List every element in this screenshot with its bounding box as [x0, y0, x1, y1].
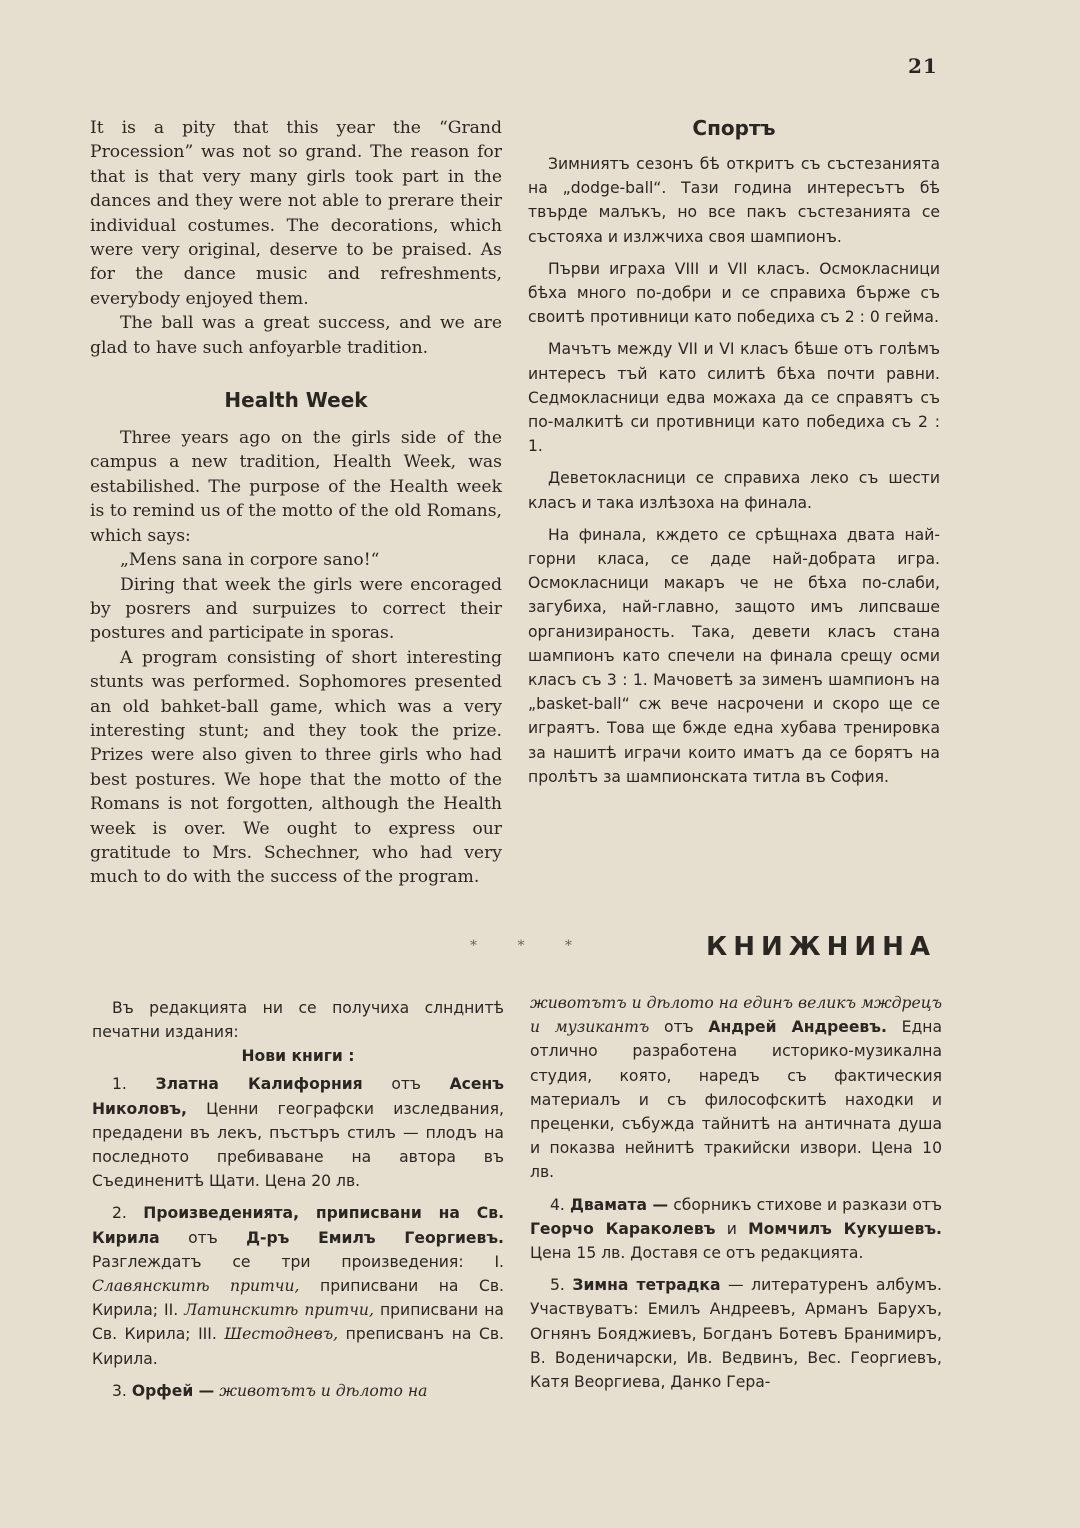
- section-separator: * * *: [470, 938, 590, 954]
- sport-title: Спортъ: [692, 116, 776, 140]
- health-motto-quote: „Mens sana in corpore sano!“: [120, 550, 380, 571]
- sport-paragraph-5: На финала, кждето се срѣщнаха двата най-горни класа, се даде най-добрата игра. Осмокласници макаръ че не бѣха по-слаби, загубиха, най-главно, защото имъ липсваше организираность. Така, девети класъ стана шампионъ като спечели на финала срещу осми класъ съ 3 : 1. Мачоветѣ за зименъ шампионъ на „basket-ball“ сж вече насрочени и скоро ще се играятъ. Това ще бжде една хубава тренировка за нашитѣ играчи които иматъ да се борятъ на пролѣтъ за шампионската титла въ София.: [528, 525, 940, 786]
- health-paragraph-3: A program consisting of short interesting stunts was performed. Sophomores presented an old bahket-ball game, which was a very interesting stunt; and they took the prize. Prizes were also given to three girls who had best postures. We hope that the motto of the Romans is not forgotten, although the Health week is over. We ought to express our gratitude to Mrs. Schechner, who had very much to do with the success of the program.: [90, 647, 502, 888]
- page-number: 21: [908, 54, 938, 78]
- book-entry-3-continued: животътъ и дѣлото на единъ великъ мждрецъ и музикантъ отъ Андрей Андреевъ. Една отлично разработена историко-музикална студия, която, наредъ съ фактическия материалъ и съ философскитѣ находки и преценки, събужда тайнитѣ на античната душа и показва нейнитѣ тракийски извори. Цена 10 лв.: [530, 994, 943, 1182]
- book-entry-2: 2. Произведенията, приписвани на Св. Кирила отъ Д-ръ Емилъ Георгиевъ. Разглеждатъ се три произведения: I. Славянскитѣ притчи, приписвани на Св. Кирила; II. Латинскитѣ притчи, приписвани на Св. Кирила; III. Шестодневъ, преписванъ на Св. Кирила.: [92, 1204, 504, 1368]
- ball-paragraph-1: It is a pity that this year the “Grand Procession” was not so grand. The reason for that is that very many girls took part in the dances and they were not able to prerare their individual costumes. The decorations, which were very original, deserve to be praised. As for the dance music and refreshments, everybody enjoyed them.: [90, 118, 502, 309]
- literature-intro: Въ редакцията ни се получиха слнднитѣ печатни издания:: [92, 999, 504, 1042]
- sport-column: [528, 116, 940, 797]
- literature-title: КНИЖНИНА: [706, 932, 936, 962]
- sport-paragraph-1: Зимниятъ сезонъ бѣ откритъ съ състезанията на „dodge-ball“. Тази година интересътъ бѣ твърде малъкъ, но все пакъ състезанията се състояха и излжчиха своя шампионъ.: [528, 155, 940, 246]
- book-entry-1: 1. Златна Калифорния отъ Асенъ Николовъ, Ценни географски изследвания, предадени въ лекъ, пъстъръ стилъ — плодъ на последното пребиваване на автора въ Съединенитѣ Щати. Цена 20 лв.: [92, 1075, 504, 1191]
- new-books-subtitle: Нови книги :: [241, 1047, 355, 1066]
- sport-paragraph-4: Деветокласници се справиха леко съ шести класъ и така излѣзоха на финала.: [528, 469, 940, 512]
- literature-right-column: [530, 991, 942, 1402]
- book-entry-5: 5. Зимна тетрадка — литературенъ албумъ. Участвуватъ: Емилъ Андреевъ, Арманъ Барухъ, Огнянъ Бояджиевъ, Богданъ Ботевъ Бранимиръ, В. Воденичарски, Ив. Ведвинъ, Вес. Георгиевъ, Катя Веоргиева, Данко Гера-: [530, 1276, 942, 1392]
- sport-paragraph-2: Първи играха VIII и VII класъ. Осмокласници бѣха много по-добри и се справиха бърже съ своитѣ противници като победиха съ 2 : 0 гейма.: [528, 259, 940, 327]
- book-entry-3-start: 3. Орфей — животътъ и дѣлото на: [112, 1381, 428, 1400]
- book-entry-4: 4. Двамата — сборникъ стихове и разкази отъ Георчо Караколевъ и Момчилъ Кукушевъ. Цена 15 лв. Доставя се отъ редакцията.: [530, 1195, 942, 1263]
- sport-paragraph-3: Мачътъ между VII и VI класъ бѣше отъ голѣмъ интересъ тъй като силитѣ бѣха почти равни. Седмокласници едва можаха да се справятъ съ по-малкитѣ си противници като победиха съ 2 : 1.: [528, 340, 940, 456]
- health-paragraph-2: Diring that week the girls were encoraged by posrers and surpuizes to correct their postures and participate in sporas.: [90, 574, 502, 644]
- english-column: [90, 116, 502, 890]
- health-paragraph-1: Three years ago on the girls side of the campus a new tradition, Health Week, was estabilished. The purpose of the Health week is to remind us of the motto of the old Romans, which says:: [90, 428, 502, 546]
- health-week-title: Health Week: [224, 388, 368, 413]
- ball-paragraph-2: The ball was a great success, and we are glad to have such anfoyarble tradition.: [90, 313, 502, 358]
- literature-left-column: [92, 996, 504, 1403]
